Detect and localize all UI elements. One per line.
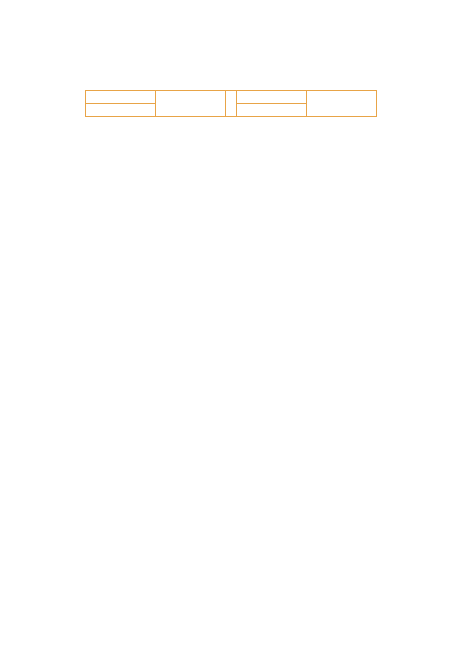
upper-header-left — [86, 104, 121, 117]
alphabet-table — [85, 90, 377, 117]
name-header-left — [156, 91, 226, 117]
lower-header-right — [272, 104, 307, 117]
print-header-right — [237, 91, 307, 104]
lower-header-left — [121, 104, 156, 117]
name-header-right — [307, 91, 377, 117]
upper-header-right — [237, 104, 272, 117]
table-gap — [226, 91, 237, 117]
print-header-left — [86, 91, 156, 104]
